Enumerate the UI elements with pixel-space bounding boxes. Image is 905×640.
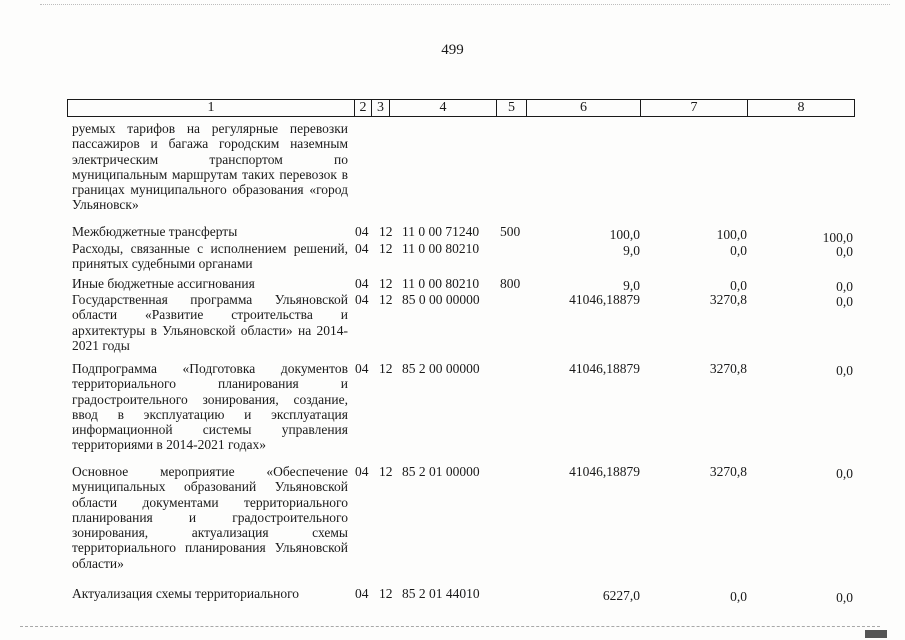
row-target-code: 85 2 01 00000	[402, 464, 480, 479]
header-col-5: 5	[497, 100, 527, 116]
row-section: 04	[355, 361, 369, 376]
row-subsection: 12	[379, 241, 393, 256]
row-target-code: 11 0 00 80210	[402, 276, 480, 291]
row-value-col-7: 3270,8	[709, 361, 747, 376]
row-section: 04	[355, 292, 369, 307]
row-description: Государственная программа Ульяновской области «Развитие строительства и архитектуры в Ульяновской области» на 2014-2021 годы	[72, 292, 348, 353]
row-target-code: 85 2 00 00000	[402, 361, 480, 376]
row-value-col-8: 0,0	[836, 244, 853, 259]
row-section: 04	[355, 224, 369, 239]
row-value-col-8: 0,0	[836, 590, 853, 605]
row-value-col-7: 3270,8	[709, 464, 747, 479]
row-section: 04	[355, 464, 369, 479]
row-target-code: 11 0 00 80210	[402, 241, 480, 256]
row-value-col-6: 6227,0	[602, 588, 640, 603]
row-value-col-6: 41046,18879	[569, 292, 640, 307]
row-value-col-8: 100,0	[822, 230, 853, 245]
table-header-row	[67, 99, 855, 117]
row-description: Основное мероприятие «Обеспечение муниципальных образований Ульяновской области документами территориального планирования и градостроительного зонирования, актуализация схемы территориального планирования Ульяновской области»	[72, 464, 348, 571]
row-value-col-7: 0,0	[730, 278, 747, 293]
row-value-col-7: 0,0	[730, 243, 747, 258]
row-description: Иные бюджетные ассигнования	[72, 276, 255, 291]
row-value-col-8: 0,0	[836, 363, 853, 378]
row-subsection: 12	[379, 361, 393, 376]
row-description: Межбюджетные трансферты	[72, 224, 238, 239]
row-section: 04	[355, 241, 369, 256]
row-value-col-6: 41046,18879	[569, 464, 640, 479]
row-section: 04	[355, 276, 369, 291]
header-col-8: 8	[797, 100, 805, 115]
page-number: 499	[441, 42, 464, 58]
row-value-col-6: 100,0	[609, 227, 640, 242]
row-target-code: 85 2 01 44010	[402, 586, 480, 601]
header-col-7: 7	[641, 100, 748, 116]
scan-bottom-edge	[20, 626, 880, 627]
row-expense-type: 500	[500, 224, 521, 239]
row-description: Актуализация схемы территориального	[72, 586, 300, 601]
row-section: 04	[355, 586, 369, 601]
row-subsection: 12	[379, 292, 393, 307]
row-subsection: 12	[379, 276, 393, 291]
scan-top-edge	[40, 4, 890, 5]
row-value-col-8: 0,0	[836, 466, 853, 481]
header-col-3: 3	[372, 100, 390, 116]
row-target-code: 85 0 00 00000	[402, 292, 480, 307]
row-value-col-6: 9,0	[623, 278, 640, 293]
row-subsection: 12	[379, 224, 393, 239]
row-subsection: 12	[379, 586, 393, 601]
row-value-col-6: 41046,18879	[569, 361, 640, 376]
row-value-col-8: 0,0	[836, 294, 853, 309]
row-description: руемых тарифов на регулярные перевозки пассажиров и багажа городским наземным электрическим транспортом по муниципальным маршрутам таких перевозок в границах муниципального образования «город Ульяновск»	[72, 121, 348, 213]
header-col-1: 1	[68, 100, 355, 116]
row-target-code: 11 0 00 71240	[402, 224, 480, 239]
header-col-6: 6	[527, 100, 641, 116]
row-value-col-7: 100,0	[716, 227, 747, 242]
row-subsection: 12	[379, 464, 393, 479]
row-description: Расходы, связанные с исполнением решений, принятых судебными органами	[72, 241, 348, 272]
header-col-2: 2	[355, 100, 372, 116]
row-value-col-8: 0,0	[836, 279, 853, 294]
row-expense-type: 800	[500, 276, 521, 291]
header-col-4: 4	[390, 100, 497, 116]
row-description: Подпрограмма «Подготовка документов территориального планирования и градостроительного зонирования, создание, ввод в эксплуатацию и эксплуатация информационной системы управления территориями в 2014-2021 годах»	[72, 361, 348, 453]
row-value-col-7: 0,0	[730, 589, 747, 604]
row-value-col-6: 9,0	[623, 243, 640, 258]
scan-corner-mark	[865, 630, 887, 638]
row-value-col-7: 3270,8	[709, 292, 747, 307]
